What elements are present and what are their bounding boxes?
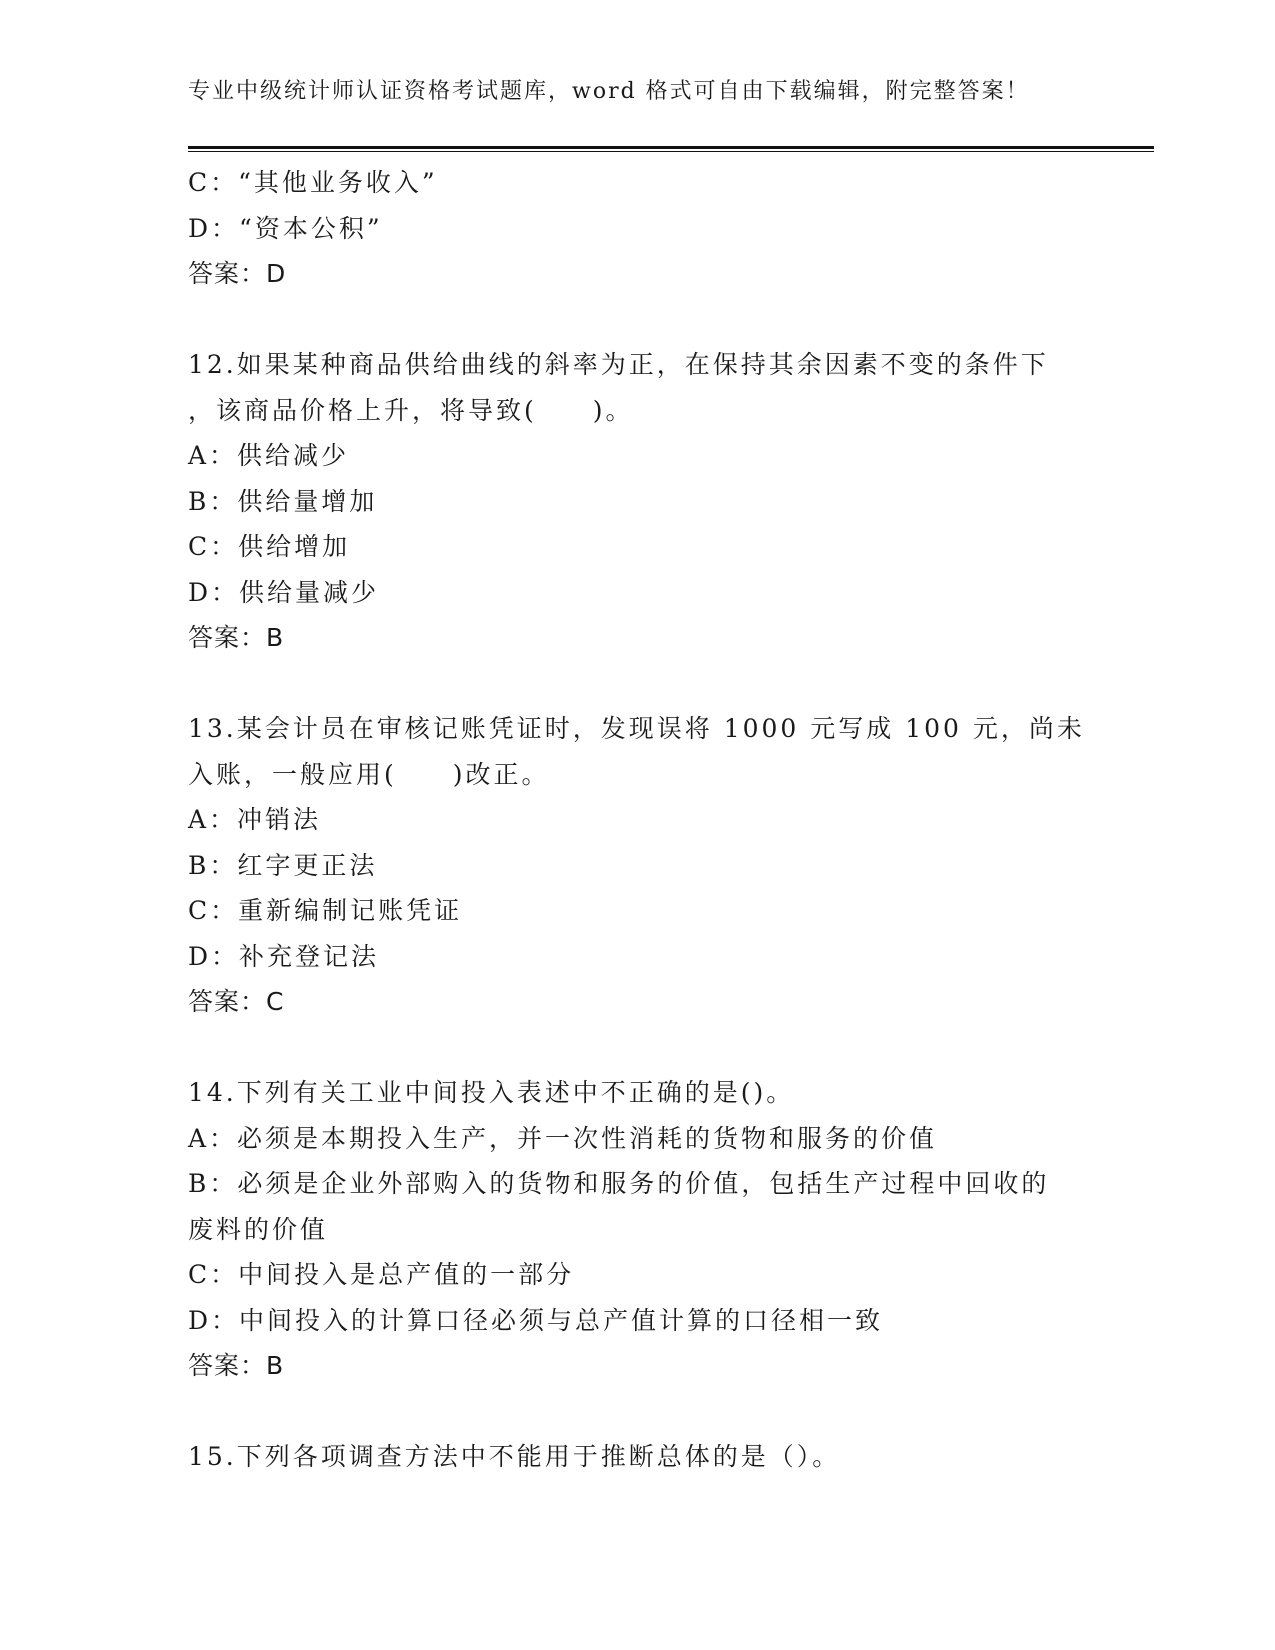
- answer-line: 答案：D: [188, 259, 287, 288]
- option-b: B：供给量增加: [188, 486, 378, 516]
- spacer: [188, 1025, 1088, 1071]
- question-stem-line: 14.下列有关工业中间投入表述中不正确的是()。: [188, 1078, 795, 1107]
- answer-line: 答案：B: [188, 623, 285, 652]
- option-d: D：补充登记法: [188, 941, 380, 971]
- option-c: C：重新编制记账凭证: [188, 896, 463, 925]
- question-block-14: [188, 1070, 1088, 1389]
- option-c: C：中间投入是总产值的一部分: [188, 1260, 575, 1289]
- question-stem-line: 入账，一般应用( )改正。: [188, 759, 550, 789]
- option-a: A：供给减少: [188, 441, 350, 470]
- question-block-12: [188, 342, 1088, 661]
- option-d: D：“资本公积”: [188, 213, 383, 243]
- header-divider-thin: [188, 151, 1154, 152]
- spacer: [188, 297, 1088, 343]
- answer-line: 答案：B: [188, 1351, 285, 1380]
- spacer: [188, 1389, 1088, 1435]
- question-list: [188, 160, 1088, 1480]
- option-c: C：“其他业务收入”: [188, 168, 438, 197]
- option-d: D：中间投入的计算口径必须与总产值计算的口径相一致: [188, 1305, 884, 1335]
- question-stem-line: ，该商品价格上升，将导致( )。: [188, 395, 634, 425]
- page-header: 专业中级统计师认证资格考试题库，word 格式可自由下载编辑，附完整答案！: [188, 79, 1030, 104]
- spacer: [188, 661, 1088, 707]
- answer-line: 答案：C: [188, 987, 285, 1016]
- option-a: A：必须是本期投入生产，并一次性消耗的货物和服务的价值: [188, 1123, 938, 1153]
- question-block-15: [188, 1434, 1088, 1480]
- header-divider-thick: [188, 146, 1154, 149]
- question-block-13: [188, 706, 1088, 1025]
- option-b-continued: 废料的价值: [188, 1214, 329, 1244]
- option-c: C：供给增加: [188, 532, 351, 561]
- question-stem-line: 15.下列各项调查方法中不能用于推断总体的是（）。: [188, 1442, 841, 1471]
- option-a: A：冲销法: [188, 805, 322, 834]
- question-stem-line: 12.如果某种商品供给曲线的斜率为正，在保持其余因素不变的条件下: [188, 350, 1049, 379]
- option-b: B：必须是企业外部购入的货物和服务的价值，包括生产过程中回收的: [188, 1169, 1050, 1198]
- question-stem-line: 13.某会计员在审核记账凭证时，发现误将 1000 元写成 100 元，尚未: [188, 714, 1085, 743]
- question-block-11: [188, 160, 1088, 297]
- option-d: D：供给量减少: [188, 577, 380, 607]
- option-b: B：红字更正法: [188, 850, 378, 880]
